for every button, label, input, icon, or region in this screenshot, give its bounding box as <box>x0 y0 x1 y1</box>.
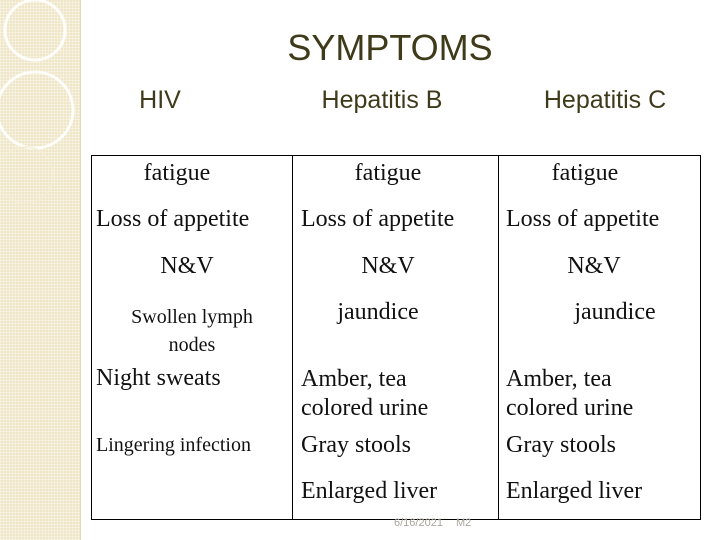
table-cell: Gray stools <box>506 432 616 458</box>
column-header-hiv: HIV <box>139 86 181 114</box>
table-cell: fatigue <box>354 160 422 186</box>
table-cell: Loss of appetite <box>506 206 660 232</box>
table-divider <box>292 155 293 520</box>
table-cell: Enlarged liver <box>301 478 438 504</box>
table-cell: fatigue <box>143 160 211 186</box>
decorative-sidebar <box>0 0 81 540</box>
slide-title: SYMPTOMS <box>287 27 493 68</box>
column-header-hepatitis-b: Hepatitis B <box>321 86 443 114</box>
table-cell-line: colored urine <box>301 395 429 421</box>
table-cell: N&V <box>160 253 214 279</box>
table-cell <box>301 365 428 423</box>
table-cell: Gray stools <box>301 432 411 458</box>
table-cell: N&V <box>567 253 621 279</box>
table-cell: fatigue <box>551 160 619 186</box>
table-cell: Enlarged liver <box>506 478 643 504</box>
table-cell-line: Amber, tea <box>301 366 407 392</box>
table-cell: N&V <box>361 253 415 279</box>
table-cell-line: Amber, tea <box>506 366 612 392</box>
footer-page-number: M2 <box>456 517 472 529</box>
table-cell <box>92 303 292 359</box>
column-header-hepatitis-c: Hepatitis C <box>543 86 667 114</box>
table-cell: jaundice <box>574 299 656 325</box>
table-cell-line: nodes <box>168 334 216 356</box>
table-cell <box>506 365 633 423</box>
table-cell: Loss of appetite <box>96 206 250 232</box>
table-cell: Loss of appetite <box>301 206 455 232</box>
table-cell: Night sweats <box>96 365 221 391</box>
table-cell-line: colored urine <box>506 395 634 421</box>
table-divider <box>498 155 499 520</box>
table-cell-line: Swollen lymph <box>131 306 253 328</box>
table-cell: Lingering infection <box>96 434 251 456</box>
footer-date: 6/16/2021 <box>394 517 443 529</box>
table-cell: jaundice <box>337 299 419 325</box>
